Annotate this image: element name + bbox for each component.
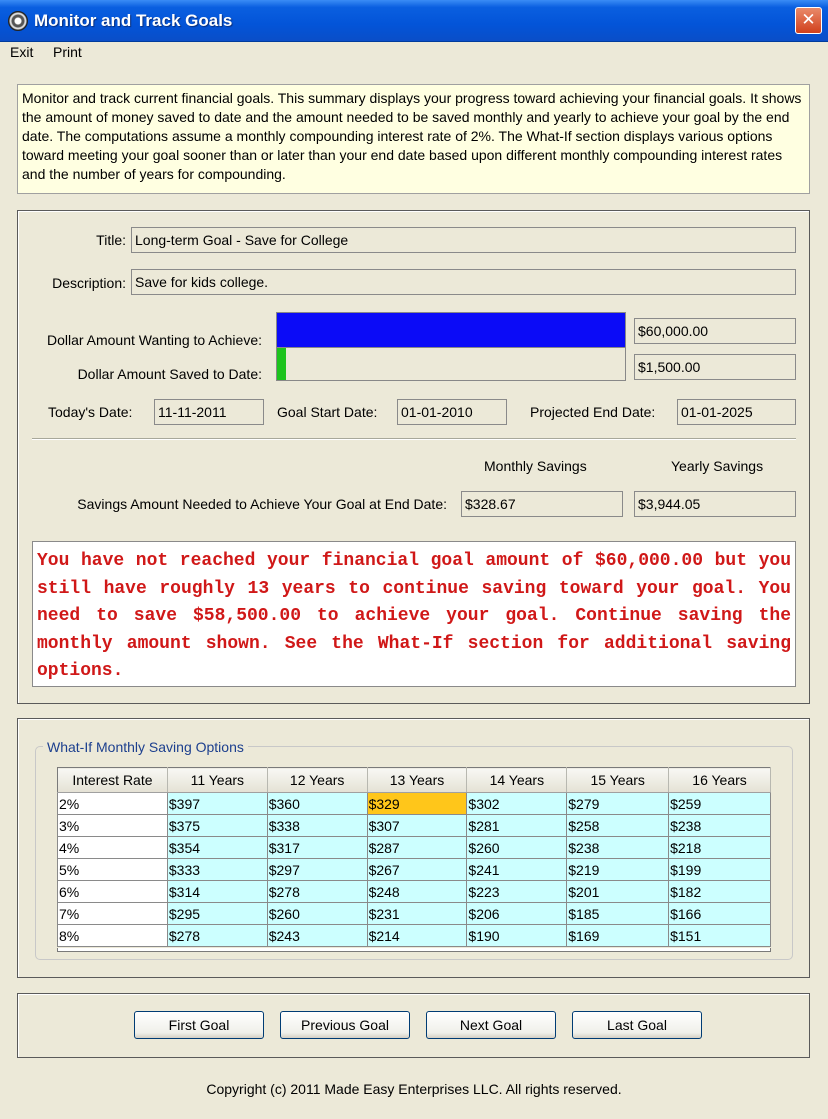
saving-cell[interactable]: $214 [367,925,467,947]
column-header[interactable]: 13 Years [367,768,467,793]
saving-cell[interactable]: $248 [367,881,467,903]
saving-cell[interactable]: $201 [567,881,669,903]
saving-cell[interactable]: $314 [167,881,267,903]
saving-cell[interactable]: $260 [467,837,567,859]
saving-cell[interactable]: $190 [467,925,567,947]
saving-cell[interactable]: $260 [267,903,367,925]
last-goal-button[interactable]: Last Goal [572,1011,702,1039]
table-row[interactable] [58,793,771,815]
saving-cell[interactable]: $206 [467,903,567,925]
saved-amount-bar-fill [277,348,286,380]
what-if-table[interactable] [57,767,771,947]
saved-amount-label: Dollar Amount Saved to Date: [77,366,262,382]
saving-cell[interactable]: $397 [167,793,267,815]
app-disc-icon[interactable] [8,11,28,31]
target-amount-bar [276,312,626,348]
column-header[interactable]: 16 Years [669,768,771,793]
saving-cell[interactable]: $218 [669,837,771,859]
menu-bar [0,42,828,64]
table-row[interactable] [58,881,771,903]
saving-cell[interactable]: $182 [669,881,771,903]
saving-cell[interactable]: $219 [567,859,669,881]
saving-cell[interactable]: $333 [167,859,267,881]
saving-cell[interactable]: $375 [167,815,267,837]
interest-rate-cell[interactable]: 3% [58,815,168,837]
target-amount-field[interactable]: $60,000.00 [634,318,796,344]
savings-needed-label: Savings Amount Needed to Achieve Your Goal at End Date: [77,496,447,512]
start-date-field[interactable]: 01-01-2010 [397,399,507,425]
previous-goal-button[interactable]: Previous Goal [280,1011,410,1039]
title-label: Title: [96,232,126,248]
what-if-legend: What-If Monthly Saving Options [43,739,248,755]
interest-rate-cell[interactable]: 4% [58,837,168,859]
saving-cell[interactable]: $279 [567,793,669,815]
table-row[interactable] [58,837,771,859]
table-header-row [58,768,771,793]
saving-cell[interactable]: $259 [669,793,771,815]
monthly-savings-header: Monthly Savings [484,458,587,474]
description-label: Description: [52,275,126,291]
start-date-label: Goal Start Date: [277,404,378,420]
help-description: Monitor and track current financial goals. This summary displays your progress toward achieving your financial goals. It shows the amount of money saved to date and the amount needed to be saved monthly and yearly to achieve your goal by the end date. The computations assume a monthly compounding interest rate of 2%. The What-If section displays various options toward meeting your goal sooner than or later than your end date based upon different monthly compounding interest rates and the number of years for compounding. [17,84,810,194]
saving-cell[interactable]: $199 [669,859,771,881]
end-date-label: Projected End Date: [530,404,656,420]
title-bar[interactable] [0,0,828,42]
status-message: You have not reached your financial goal amount of $60,000.00 but you still have roughly 13 years to continue saving toward your goal. You need to save $58,500.00 to achieve your goal. Continue saving the monthly amount shown. See the What-If section for additional saving options. [32,541,796,687]
separator [32,438,796,440]
saving-cell[interactable]: $354 [167,837,267,859]
todays-date-label: Today's Date: [48,404,133,420]
saving-cell[interactable]: $258 [567,815,669,837]
saving-cell[interactable]: $166 [669,903,771,925]
saving-cell[interactable]: $317 [267,837,367,859]
monthly-savings-field[interactable]: $328.67 [461,491,623,517]
saved-amount-bar [276,348,626,381]
saved-amount-field[interactable]: $1,500.00 [634,354,796,380]
saving-cell[interactable]: $151 [669,925,771,947]
saving-cell[interactable]: $297 [267,859,367,881]
saving-cell[interactable]: $302 [467,793,567,815]
saving-cell[interactable]: $281 [467,815,567,837]
saving-cell[interactable]: $238 [567,837,669,859]
menu-exit[interactable]: Exit [10,44,34,60]
column-header[interactable]: 15 Years [567,768,669,793]
saving-cell[interactable]: $185 [567,903,669,925]
saving-cell[interactable]: $223 [467,881,567,903]
saving-cell[interactable]: $278 [167,925,267,947]
column-header[interactable]: Interest Rate [58,768,168,793]
saving-cell[interactable]: $329 [367,793,467,815]
column-header[interactable]: 11 Years [167,768,267,793]
table-row[interactable] [58,903,771,925]
column-header[interactable]: 14 Years [467,768,567,793]
saving-cell[interactable]: $278 [267,881,367,903]
window-title: Monitor and Track Goals [34,11,233,30]
saving-cell[interactable]: $338 [267,815,367,837]
interest-rate-cell[interactable]: 7% [58,903,168,925]
end-date-field[interactable]: 01-01-2025 [677,399,796,425]
column-header[interactable]: 12 Years [267,768,367,793]
menu-print[interactable]: Print [53,44,82,60]
saving-cell[interactable]: $295 [167,903,267,925]
table-row[interactable] [58,815,771,837]
interest-rate-cell[interactable]: 6% [58,881,168,903]
interest-rate-cell[interactable]: 8% [58,925,168,947]
description-field[interactable]: Save for kids college. [131,269,796,295]
yearly-savings-field[interactable]: $3,944.05 [634,491,796,517]
copyright-text: Copyright (c) 2011 Made Easy Enterprises LLC. All rights reserved. [206,1081,622,1097]
saving-cell[interactable]: $307 [367,815,467,837]
interest-rate-cell[interactable]: 5% [58,859,168,881]
table-row[interactable] [58,859,771,881]
saving-cell[interactable]: $243 [267,925,367,947]
close-button[interactable]: ✕ [795,7,822,34]
first-goal-button[interactable]: First Goal [134,1011,264,1039]
todays-date-field[interactable]: 11-11-2011 [154,399,264,425]
target-amount-label: Dollar Amount Wanting to Achieve: [46,332,262,348]
table-row[interactable] [58,925,771,947]
saving-cell[interactable]: $169 [567,925,669,947]
saving-cell[interactable]: $287 [367,837,467,859]
saving-cell[interactable]: $231 [367,903,467,925]
table-empty-area [57,948,771,952]
title-field[interactable]: Long-term Goal - Save for College [131,227,796,253]
saving-cell[interactable]: $267 [367,859,467,881]
saving-cell[interactable]: $241 [467,859,567,881]
saving-cell[interactable]: $360 [267,793,367,815]
next-goal-button[interactable]: Next Goal [426,1011,556,1039]
saving-cell[interactable]: $238 [669,815,771,837]
interest-rate-cell[interactable]: 2% [58,793,168,815]
yearly-savings-header: Yearly Savings [671,458,764,474]
